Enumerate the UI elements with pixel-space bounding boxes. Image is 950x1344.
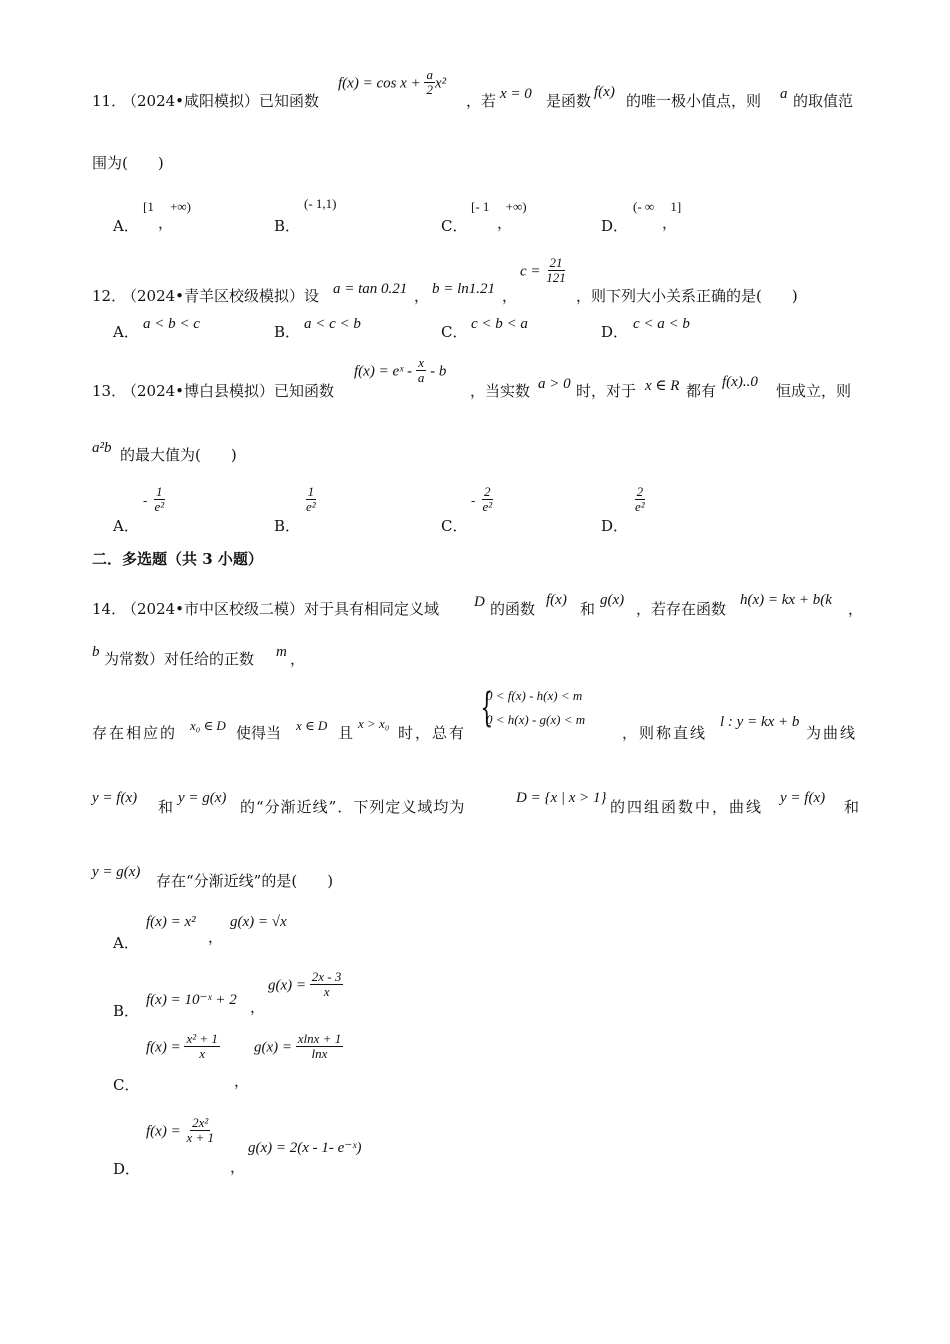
q13-opt-d-value bbox=[633, 485, 647, 515]
q11-opt-c-sep: ， bbox=[497, 214, 513, 232]
q14-opt-a-label: A． bbox=[113, 934, 139, 952]
system-brace: { bbox=[480, 685, 494, 731]
q13-opt-b-den: e² bbox=[306, 499, 316, 515]
q11-text2: ，若 bbox=[466, 92, 497, 110]
q14-hx: h(x) = kx + b(k bbox=[740, 592, 832, 608]
q13-cond: a > 0 bbox=[538, 376, 571, 392]
q14-m: m bbox=[276, 644, 287, 660]
q14-t1: 的函数 bbox=[490, 600, 536, 618]
q13-func-tail: - b bbox=[426, 363, 447, 380]
q14-opt-c-f-den: x bbox=[199, 1046, 206, 1062]
q14-opt-c-sep: ， bbox=[234, 1072, 250, 1090]
q11-frac bbox=[424, 68, 435, 98]
q11-opt-d-label: D． bbox=[601, 217, 629, 235]
q14-opt-c-g-lhs: g(x) = bbox=[254, 1039, 296, 1056]
q12-opt-b-value: a < c < b bbox=[304, 316, 361, 332]
q14-l4-y3: y = f(x) bbox=[780, 790, 826, 806]
q14-l5-text: 存在“分渐近线”的是( ) bbox=[156, 872, 334, 890]
q13-source: （2024•博白县模拟）已知函数 bbox=[122, 382, 335, 400]
q14-opt-d-sep: ， bbox=[230, 1158, 246, 1176]
q14-l4-D: D = {x | x > 1} bbox=[516, 790, 607, 806]
q11-opt-a-sep: ， bbox=[158, 214, 174, 232]
q12-c-num: 21 bbox=[549, 255, 563, 270]
q14-line3-b: 使得当 bbox=[236, 724, 282, 742]
q13-number: 13． bbox=[92, 382, 127, 400]
section-title: 二．多选题（共 3 小题） bbox=[92, 550, 263, 568]
q14-xgt: x > x₀ bbox=[358, 716, 390, 731]
q14-gx: g(x) bbox=[600, 592, 625, 608]
q13-opt-a-num: 1 bbox=[156, 484, 163, 499]
q11-opt-c-label: C． bbox=[441, 217, 468, 235]
q14-opt-c-g-frac bbox=[296, 1032, 343, 1062]
q14-opt-a-g: g(x) = √x bbox=[230, 914, 287, 930]
q11-text3: 是函数 bbox=[546, 92, 592, 110]
q14-opt-b-f: f(x) = 10⁻ˣ + 2 bbox=[146, 992, 237, 1008]
q14-opt-b-g bbox=[268, 970, 343, 1000]
q14-line2-b: b bbox=[92, 644, 100, 660]
q11-opt-a-value: [1 +∞) bbox=[143, 199, 192, 214]
q14-opt-b-label: B． bbox=[113, 1002, 140, 1020]
q14-opt-c-f bbox=[146, 1032, 220, 1062]
q14-opt-b-g-frac bbox=[310, 970, 344, 1000]
q14-l5-y: y = g(x) bbox=[92, 864, 141, 880]
q11-line2: 围为( ) bbox=[92, 154, 164, 172]
q14-opt-b-g-den: x bbox=[323, 984, 330, 1000]
q14-l4-y1: y = f(x) bbox=[92, 790, 138, 806]
q13-xr: x ∈ R bbox=[645, 378, 680, 394]
q14-line-l: l : y = kx + b bbox=[720, 714, 800, 730]
q13-opt-b-frac bbox=[304, 485, 318, 515]
q13-frac-num: x bbox=[418, 355, 424, 370]
q14-opt-a-f: f(x) = x² bbox=[146, 914, 196, 930]
q11-text4: 的唯一极小值点，则 bbox=[626, 92, 762, 110]
q13-frac bbox=[416, 356, 427, 386]
q14-sys2: 0 < h(x) - g(x) < m bbox=[486, 712, 586, 727]
q13-opt-b-num: 1 bbox=[307, 484, 315, 499]
q14-line2-end: ， bbox=[290, 650, 306, 668]
q11-opt-c-value: [- 1 +∞) bbox=[471, 199, 527, 214]
q12-opt-b-label: B． bbox=[274, 323, 301, 341]
q11-number: 11． bbox=[92, 92, 127, 110]
q14-D: D bbox=[474, 594, 485, 610]
q12-comma-2: ， bbox=[502, 287, 518, 305]
q11-frac-num: a bbox=[426, 67, 433, 82]
q14-opt-c-g-num: xlnx + 1 bbox=[297, 1031, 342, 1046]
q14-line3-f: 为曲线 bbox=[806, 724, 858, 742]
q13-opt-a-value bbox=[143, 485, 166, 515]
q13-opt-c-sign: - bbox=[471, 492, 476, 508]
q14-opt-d-g: g(x) = 2(x - 1- e⁻ˣ) bbox=[248, 1140, 362, 1156]
q12-opt-a-label: A． bbox=[113, 323, 139, 341]
q14-opt-b-g-lhs: g(x) = bbox=[268, 977, 310, 994]
q11-text5: 的取值范 bbox=[793, 92, 854, 110]
q14-opt-b-sep: ， bbox=[250, 998, 266, 1016]
q13-opt-a-sign: - bbox=[143, 492, 148, 508]
q14-opt-d-f-lhs: f(x) = bbox=[146, 1123, 185, 1140]
q13-text4: 都有 bbox=[686, 382, 717, 400]
q14-xD: x ∈ D bbox=[296, 718, 328, 733]
q13-opt-d-label: D． bbox=[601, 517, 629, 535]
q13-frac-den: a bbox=[417, 370, 425, 386]
q12-tail: ，则下列大小关系正确的是( ) bbox=[576, 287, 798, 305]
q14-number: 14． bbox=[92, 600, 127, 618]
q14-line3-a: 存在相应的 bbox=[92, 724, 178, 742]
q14-line3-e: ，则称直线 bbox=[622, 724, 708, 742]
q14-opt-d-label: D． bbox=[113, 1160, 141, 1178]
q14-t4: ， bbox=[848, 600, 864, 618]
q13-text5: 恒成立，则 bbox=[776, 382, 852, 400]
q12-comma-1: ， bbox=[414, 287, 430, 305]
q14-sys1: 0 < f(x) - h(x) < m bbox=[486, 688, 583, 703]
q11-opt-b-value: (- 1,1) bbox=[304, 196, 337, 211]
q14-opt-a-sep: ， bbox=[208, 928, 224, 946]
q11-func-tail: x² bbox=[434, 75, 447, 92]
q14-line2-text: 为常数）对任给的正数 bbox=[104, 650, 255, 668]
q14-source: （2024•市中区校级二模）对于具有相同定义域 bbox=[122, 600, 440, 618]
q13-line2-text: 的最大值为( ) bbox=[120, 446, 237, 464]
q13-opt-c-num: 2 bbox=[484, 484, 491, 499]
q14-l4-and2: 和 bbox=[844, 798, 860, 816]
q13-opt-c-label: C． bbox=[441, 517, 468, 535]
q12-opt-d-label: D． bbox=[601, 323, 629, 341]
q11-cond: x = 0 bbox=[500, 86, 532, 102]
q14-opt-c-f-num: x² + 1 bbox=[186, 1031, 218, 1046]
q13-line2-math: a²b bbox=[92, 440, 112, 456]
q14-opt-b-g-num: 2x - 3 bbox=[311, 969, 342, 984]
q14-fx: f(x) bbox=[546, 592, 567, 608]
q11-opt-d-sep: ， bbox=[662, 214, 678, 232]
q13-opt-a-label: A． bbox=[113, 517, 139, 535]
q13-opt-d-frac bbox=[633, 485, 647, 515]
q14-l4-t1: 的“分渐近线”．下列定义域均为 bbox=[240, 798, 466, 816]
q13-opt-a-frac bbox=[152, 485, 166, 515]
q13-opt-c-value bbox=[471, 485, 494, 515]
q12-a-def: a = tan 0.21 bbox=[333, 281, 408, 297]
q12-b-def: b = ln1.21 bbox=[432, 281, 496, 297]
q12-source: （2024•青羊区校级模拟）设 bbox=[122, 287, 320, 305]
q12-c-frac bbox=[544, 256, 568, 286]
q13-opt-b-label: B． bbox=[274, 517, 301, 535]
q13-opt-c-frac bbox=[480, 485, 494, 515]
q14-l4-t2: 的四组函数中，曲线 bbox=[610, 798, 764, 816]
q12-opt-a-value: a < b < c bbox=[143, 316, 200, 332]
q11-opt-d-value: (- ∞ 1] bbox=[633, 199, 682, 214]
q14-l4-y2: y = g(x) bbox=[178, 790, 227, 806]
q14-opt-d-f-frac bbox=[184, 1116, 216, 1146]
q11-opt-a-label: A． bbox=[113, 217, 139, 235]
q11-opt-b-label: B． bbox=[274, 217, 301, 235]
q12-opt-d-value: c < a < b bbox=[633, 316, 690, 332]
q14-l4-and: 和 bbox=[158, 798, 174, 816]
q12-number: 12． bbox=[92, 287, 127, 305]
q12-c-lhs: c = bbox=[520, 263, 545, 280]
q14-opt-d-f-num: 2x² bbox=[192, 1115, 209, 1130]
q13-opt-a-den: e² bbox=[154, 499, 165, 515]
q12-c-def bbox=[520, 256, 568, 286]
q13-function bbox=[354, 356, 446, 386]
q14-opt-c-g bbox=[254, 1032, 343, 1062]
q12-opt-c-label: C． bbox=[441, 323, 468, 341]
q11-source: （2024•咸阳模拟）已知函数 bbox=[122, 92, 320, 110]
q13-opt-d-num: 2 bbox=[636, 484, 644, 499]
q12-opt-c-value: c < b < a bbox=[471, 316, 528, 332]
q11-frac-den: 2 bbox=[426, 82, 433, 98]
q13-opt-d-den: e² bbox=[635, 499, 645, 515]
q13-opt-b-value bbox=[304, 485, 318, 515]
q11-func: f(x) = cos x + bbox=[338, 75, 425, 92]
q14-t3: ，若存在函数 bbox=[636, 600, 727, 618]
q14-line3-d: 时，总有 bbox=[398, 724, 467, 742]
q14-opt-c-label: C． bbox=[113, 1076, 140, 1094]
q14-opt-c-f-frac bbox=[184, 1032, 219, 1062]
q13-text3: 时，对于 bbox=[576, 382, 637, 400]
q13-text2: ，当实数 bbox=[470, 382, 531, 400]
q13-func: f(x) = eˣ - bbox=[354, 363, 416, 380]
q14-opt-d-f bbox=[146, 1116, 216, 1146]
q14-opt-d-f-den: x + 1 bbox=[186, 1130, 214, 1146]
q14-t2: 和 bbox=[580, 600, 596, 618]
q11-function bbox=[338, 68, 446, 98]
q14-opt-c-g-den: lnx bbox=[311, 1046, 328, 1062]
q12-c-den: 121 bbox=[546, 270, 566, 286]
q14-line3-c: 且 bbox=[338, 724, 354, 742]
q14-x0D: x₀ ∈ D bbox=[190, 718, 226, 733]
q11-fx: f(x) bbox=[594, 84, 615, 100]
q13-opt-c-den: e² bbox=[482, 499, 493, 515]
q11-a: a bbox=[780, 86, 788, 102]
q14-opt-c-f-lhs: f(x) = bbox=[146, 1039, 185, 1056]
q13-ineq: f(x)..0 bbox=[722, 374, 758, 390]
